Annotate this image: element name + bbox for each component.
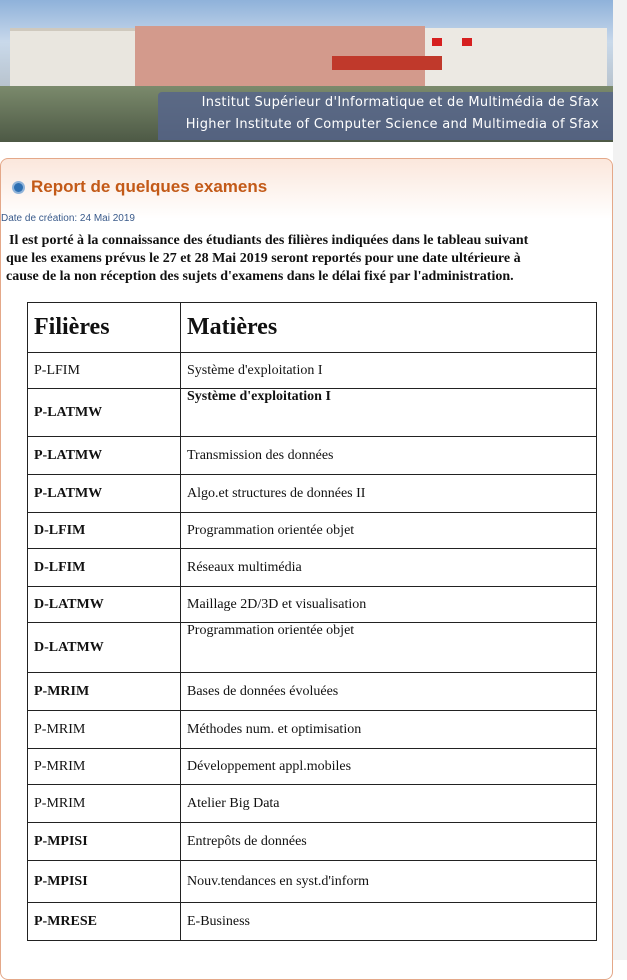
table-row: [28, 903, 597, 941]
cell-filiere: D-LATMW: [28, 623, 181, 673]
creation-date: Date de création: 24 Mai 2019: [1, 213, 135, 224]
table-row: [28, 549, 597, 587]
table-row: [28, 673, 597, 711]
cell-filiere: D-LFIM: [28, 549, 181, 587]
cell-filiere: P-LATMW: [28, 389, 181, 437]
cell-filiere: P-MRIM: [28, 749, 181, 785]
cell-matiere: E-Business: [181, 903, 597, 941]
banner-building-left: [10, 28, 135, 89]
cell-matiere: Programmation orientée objet: [181, 623, 597, 673]
table-row: [28, 475, 597, 513]
cell-filiere: P-LFIM: [28, 353, 181, 389]
cell-filiere: P-LATMW: [28, 475, 181, 513]
table-row: [28, 353, 597, 389]
intro-line: Il est porté à la connaissance des étudiants des filières indiquées dans le tableau suivant: [9, 233, 529, 248]
cell-filiere: D-LFIM: [28, 513, 181, 549]
table-row: [28, 513, 597, 549]
cell-matiere: Bases de données évoluées: [181, 673, 597, 711]
bullet-icon: [14, 183, 23, 192]
article-title[interactable]: Report de quelques examens: [31, 177, 268, 196]
cell-filiere: P-MRIM: [28, 673, 181, 711]
page-edge: [613, 0, 627, 960]
banner-caption: [158, 92, 613, 140]
cell-matiere: Transmission des données: [181, 437, 597, 475]
cell-filiere: P-MPISI: [28, 823, 181, 861]
cell-matiere: Entrepôts de données: [181, 823, 597, 861]
cell-matiere: Maillage 2D/3D et visualisation: [181, 587, 597, 623]
banner-building-right: [425, 28, 607, 88]
cell-filiere: P-MRIM: [28, 711, 181, 749]
exams-table: [27, 302, 597, 941]
cell-matiere: Système d'exploitation I: [181, 389, 597, 437]
header-banner: [0, 0, 613, 142]
cell-matiere: Algo.et structures de données II: [181, 475, 597, 513]
table-row: [28, 389, 597, 437]
intro-line: que les examens prévus le 27 et 28 Mai 2019 seront reportés pour une date ultérieure à: [6, 251, 521, 266]
table-row: [28, 861, 597, 903]
column-header-filieres: Filières: [28, 303, 181, 353]
column-header-matieres: Matières: [181, 303, 597, 353]
table-row: [28, 623, 597, 673]
intro-line: cause de la non réception des sujets d'examens dans le délai fixé par l'administration.: [6, 269, 514, 284]
flag-icon: [462, 38, 472, 46]
institute-name-en: Higher Institute of Computer Science and Multimedia of Sfax: [185, 117, 599, 132]
table-row: [28, 823, 597, 861]
cell-matiere: Système d'exploitation I: [181, 353, 597, 389]
cell-matiere: Programmation orientée objet: [181, 513, 597, 549]
cell-filiere: P-MPISI: [28, 861, 181, 903]
article-heading: [12, 177, 267, 197]
cell-filiere: D-LATMW: [28, 587, 181, 623]
cell-matiere: Méthodes num. et optimisation: [181, 711, 597, 749]
flag-icon: [432, 38, 442, 46]
institute-name-fr: Institut Supérieur d'Informatique et de Multimédia de Sfax: [201, 95, 599, 110]
cell-filiere: P-MRESE: [28, 903, 181, 941]
table-row: [28, 749, 597, 785]
table-row: [28, 587, 597, 623]
table-row: [28, 711, 597, 749]
cell-matiere: Nouv.tendances en syst.d'inform: [181, 861, 597, 903]
article-intro: [6, 232, 596, 286]
table-row: [28, 785, 597, 823]
cell-matiere: Réseaux multimédia: [181, 549, 597, 587]
cell-filiere: P-LATMW: [28, 437, 181, 475]
banner-roof: [332, 56, 442, 70]
cell-matiere: Développement appl.mobiles: [181, 749, 597, 785]
cell-matiere: Atelier Big Data: [181, 785, 597, 823]
cell-filiere: P-MRIM: [28, 785, 181, 823]
table-row: [28, 437, 597, 475]
